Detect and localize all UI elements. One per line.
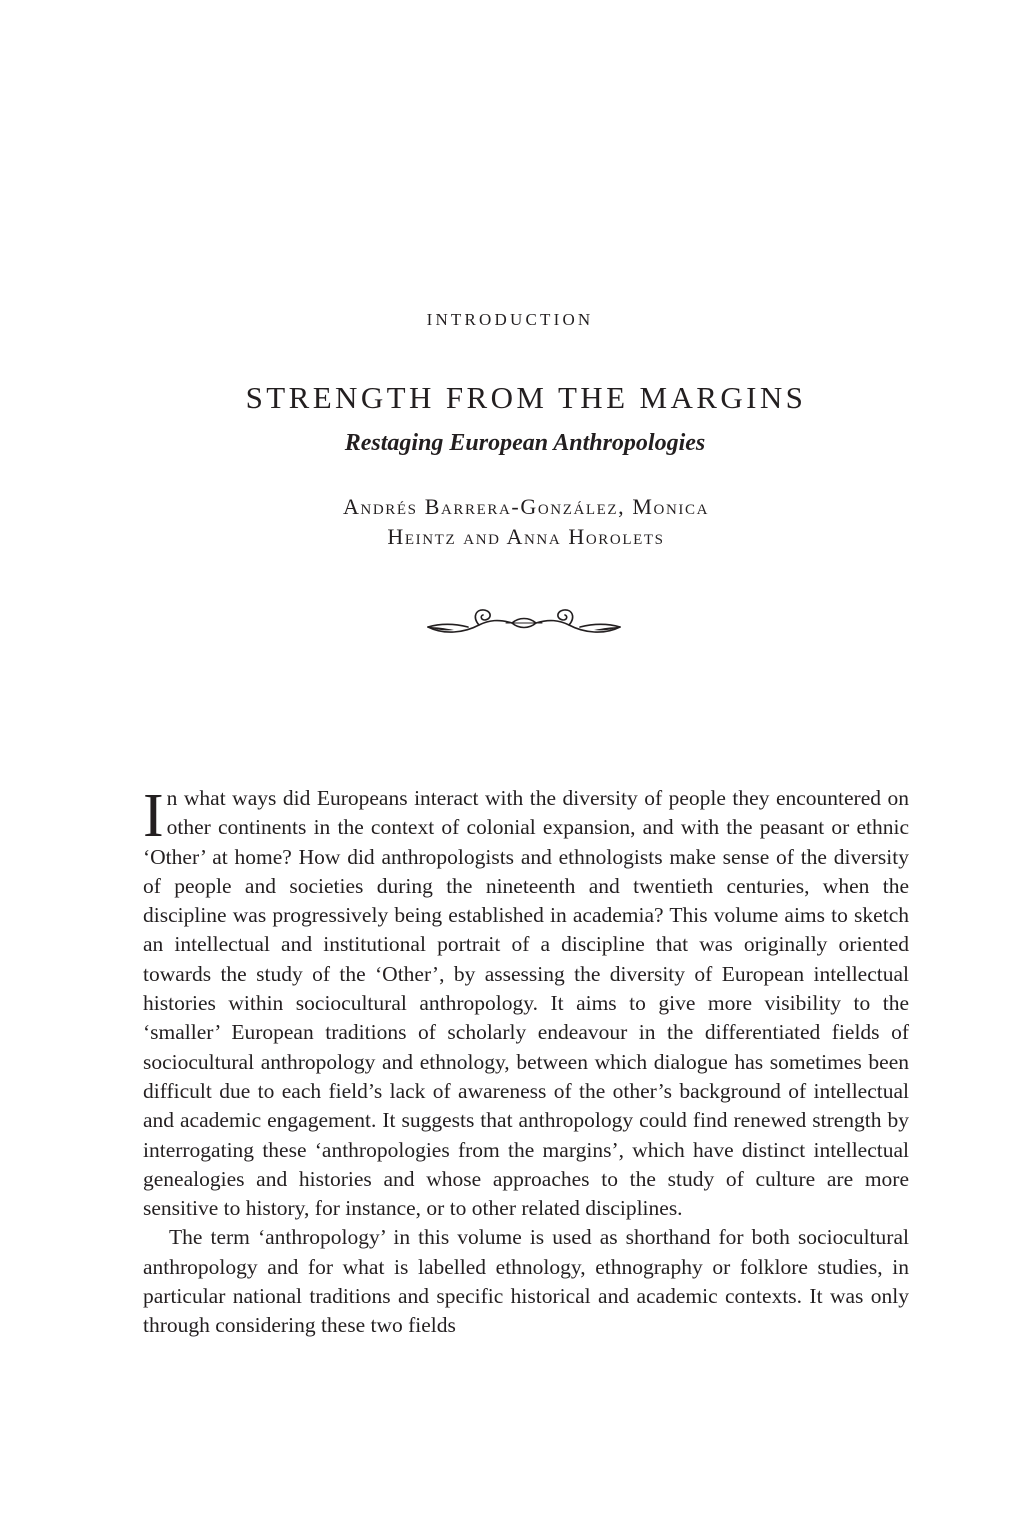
authors-line-1: Andrés Barrera-González, Monica (342, 494, 710, 519)
paragraph-1 (143, 784, 909, 1223)
chapter-authors (0, 492, 1020, 552)
chapter-subtitle: Restaging European Anthropologies (344, 430, 706, 456)
section-label: INTRODUCTION (426, 310, 594, 329)
flourish-ornament-icon (424, 603, 624, 643)
chapter-title: STRENGTH FROM THE MARGINS (245, 380, 807, 415)
paragraph-1-text: n what ways did Europeans interact with the diversity of people they encountered on other continents in the context of colonial expansion, and with the peasant or ethnic ‘Other’ at home? How did anthropologists and ethnologists make sense of the diversity of people and societies during the nineteenth and twentieth centuries, when the discipline was progressively being established in academia? This volume aims to sketch an intellectual and institutional portrait of a discipline that was originally oriented towards the study of the ‘Other’, by assessing the diversity of European intellectual histories within sociocultural anthropology. It aims to give more visibility to the ‘smaller’ European traditions of scholarly endeavour in the differentiated fields of sociocultural anthropology and ethnology, between which dialogue has sometimes been difficult due to each field’s lack of awareness of the other’s background of intellectual and academic engagement. It suggests that anthropology could find renewed strength by interrogating these ‘anthropologies from the margins’, which have distinct intellectual genealogies and histories and whose approaches to the study of culture are more sensitive to history, for instance, or to other related disciplines. (143, 786, 909, 1221)
authors-line-2: Heintz and Anna Horolets (387, 524, 665, 549)
drop-cap: I (143, 782, 164, 850)
paragraph-2: The term ‘anthropology’ in this volume is used as shorthand for both sociocultural anthropology and for what is labelled ethnology, ethnography or folklore studies, in particular national traditions and specific historical and academic contexts. It was only through considering these two fields (143, 1225, 909, 1338)
chapter-body (143, 784, 909, 1341)
